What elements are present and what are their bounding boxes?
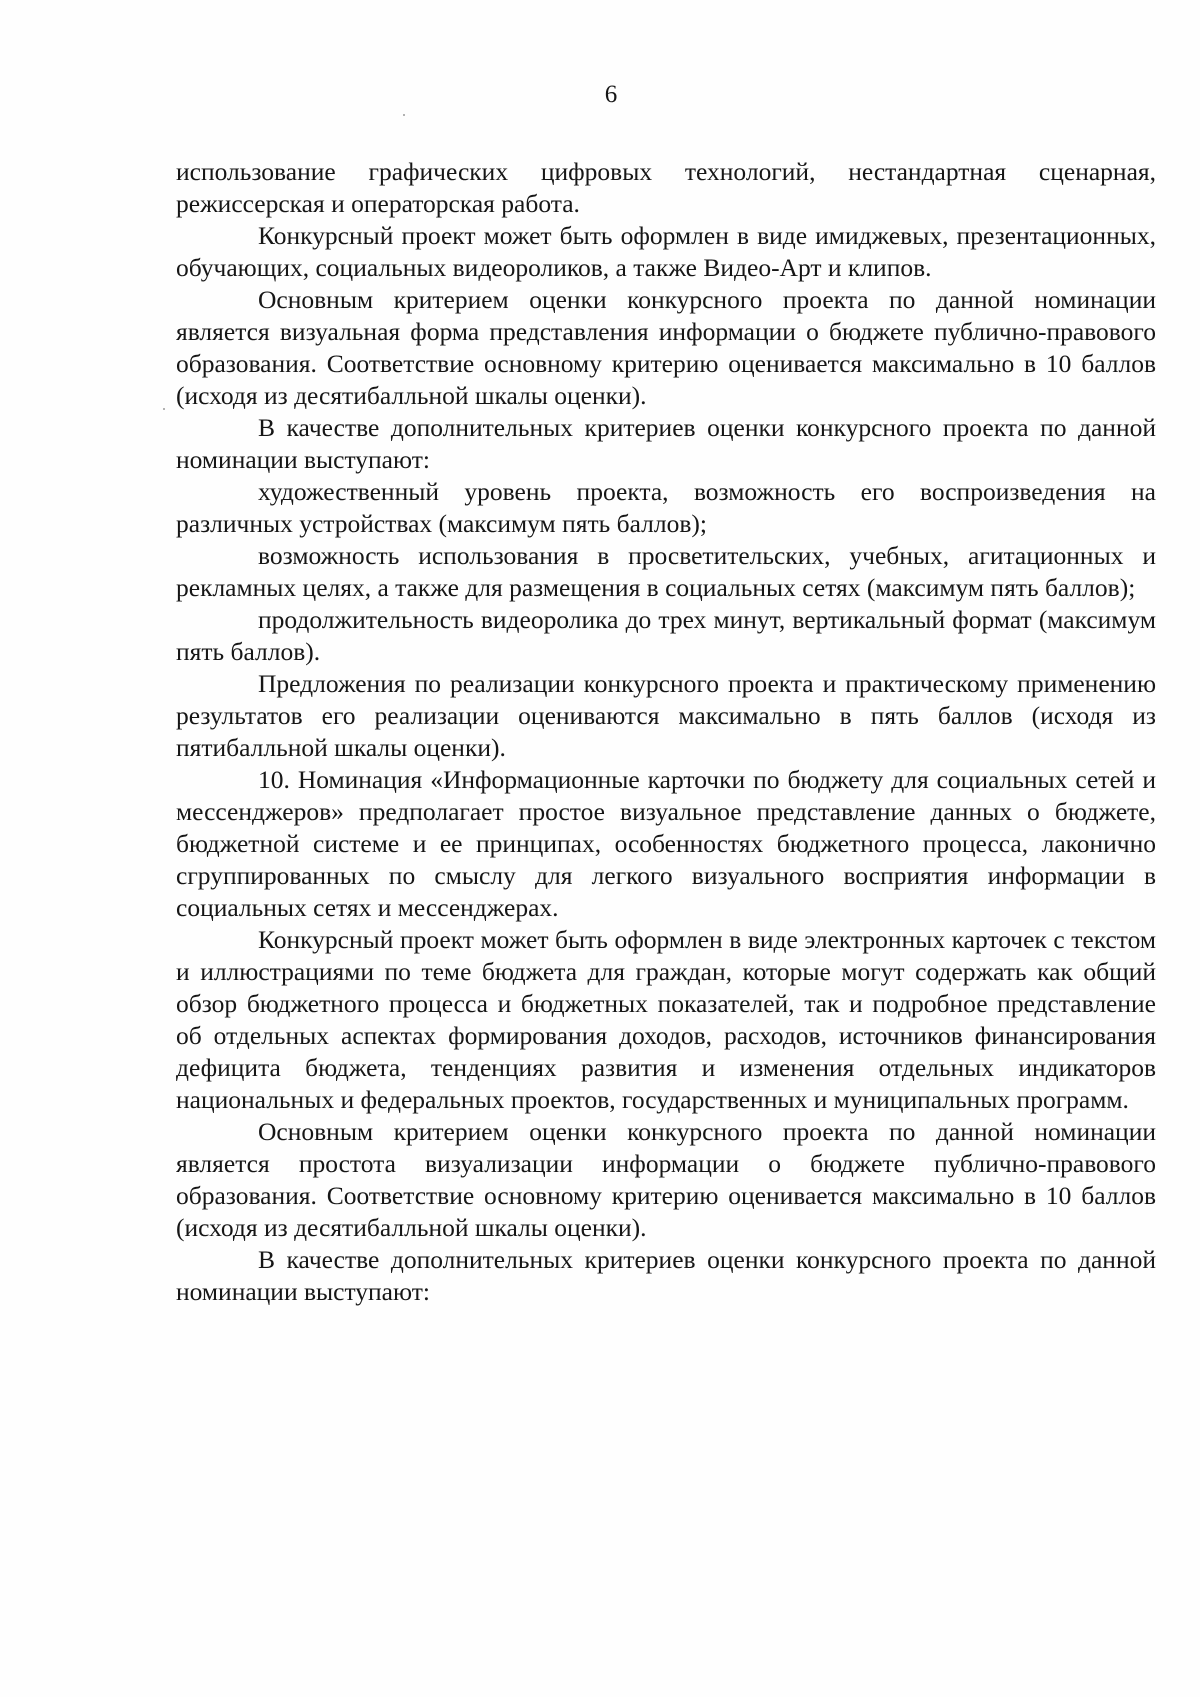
paragraph: В качестве дополнительных критериев оценки конкурсного проекта по данной номинации выступают: (176, 1245, 1156, 1306)
paragraph: Основным критерием оценки конкурсного проекта по данной номинации является визуальная форма представления информации о бюджете публично-правового образования. Соответствие основному критерию оценивается максимально в 10 баллов (исходя из десятибалльной шкалы оценки). (176, 285, 1156, 410)
criteria-item: возможность использования в просветительских, учебных, агитационных и рекламных целях, а также для размещения в социальных сетях (максимум пять баллов); (176, 541, 1156, 602)
nomination-paragraph: 10. Номинация «Информационные карточки по бюджету для социальных сетей и мессенджеров» предполагает простое визуальное представление данных о бюджете, бюджетной системе и ее принципах, особенностях бюджетного процесса, лаконично сгруппированных по смыслу для легкого визуального восприятия информации в социальных сетях и мессенджерах. (176, 765, 1156, 922)
scan-artifact (163, 408, 165, 410)
paragraph: Основным критерием оценки конкурсного проекта по данной номинации является простота визуализации информации о бюджете публично-правового образования. Соответствие основному критерию оценивается максимально в 10 баллов (исходя из десятибалльной шкалы оценки). (176, 1117, 1156, 1242)
paragraph-continuation: использование графических цифровых технологий, нестандартная сценарная, режиссерская и операторская работа. (176, 157, 1156, 218)
paragraph: Конкурсный проект может быть оформлен в виде имиджевых, презентационных, обучающих, социальных видеороликов, а также Видео-Арт и клипов. (176, 221, 1156, 282)
paragraph: В качестве дополнительных критериев оценки конкурсного проекта по данной номинации выступают: (176, 413, 1156, 474)
criteria-item: продолжительность видеоролика до трех минут, вертикальный формат (максимум пять баллов). (176, 605, 1156, 666)
criteria-item: художественный уровень проекта, возможность его воспроизведения на различных устройствах (максимум пять баллов); (176, 477, 1156, 538)
scan-artifact (403, 114, 405, 116)
paragraph: Предложения по реализации конкурсного проекта и практическому применению результатов его реализации оцениваются максимально в пять баллов (исходя из пятибалльной шкалы оценки). (176, 669, 1156, 762)
document-body (176, 156, 1156, 1308)
page-number: 6 (604, 81, 618, 108)
paragraph: Конкурсный проект может быть оформлен в виде электронных карточек с текстом и иллюстрациями по теме бюджета для граждан, которые могут содержать как общий обзор бюджетного процесса и бюджетных показателей, так и подробное представление об отдельных аспектах формирования доходов, расходов, источников финансирования дефицита бюджета, тенденциях развития и изменения отдельных индикаторов национальных и федеральных проектов, государственных и муниципальных программ. (176, 925, 1156, 1114)
